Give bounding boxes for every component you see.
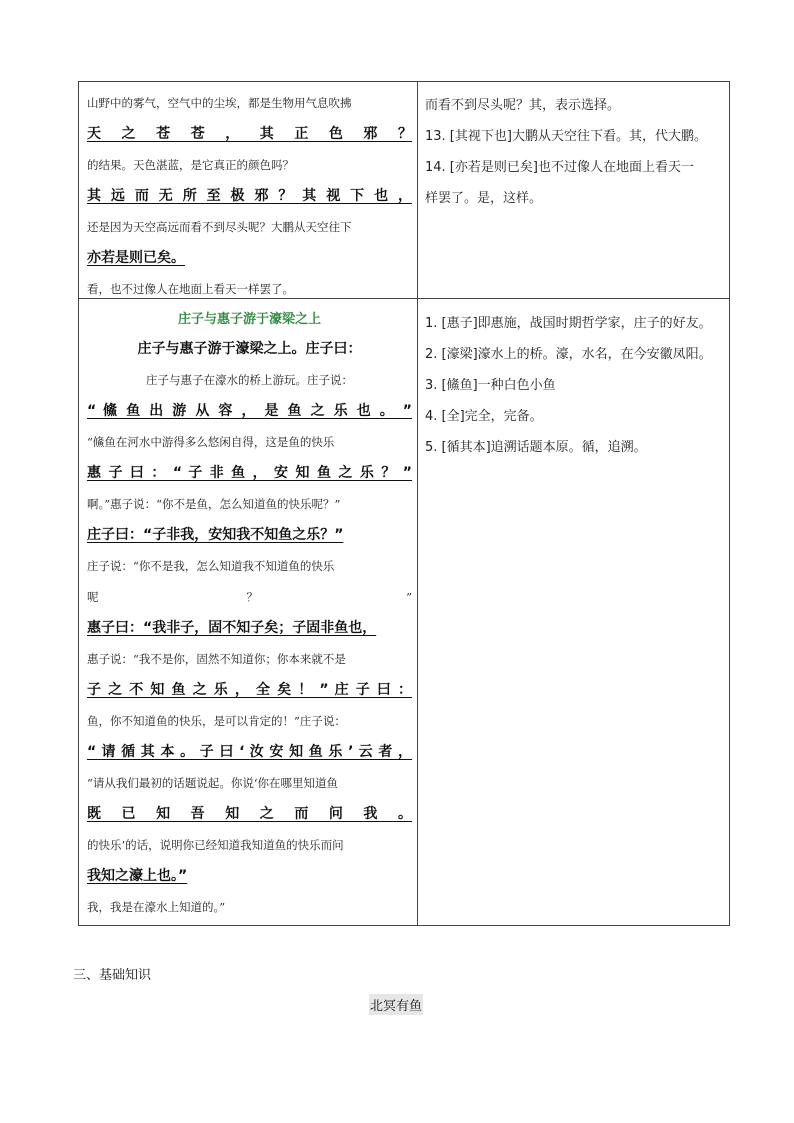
note-line: 样罢了。是，这样。	[425, 191, 543, 206]
translation-line: 我，我是在濠水上知道的。”	[87, 900, 226, 914]
row1-notes-cell	[425, 90, 727, 214]
translation-line: “鯈鱼在河水中游得多么悠闲自得，这是鱼的快乐	[87, 435, 335, 449]
original-line: 既 已 知 吾 知 之 而 问 我 。	[87, 806, 412, 822]
original-line: “ 鯈 鱼 出 游 从 容 ， 是 鱼 之 乐 也 。 ”	[87, 403, 412, 419]
original-line: “ 请 循 其 本 。 子 曰 ‘ 汝 安 知 鱼 乐 ’ 云 者 ，	[87, 744, 412, 760]
translation-line: 还是因为天空高远而看不到尽头呢？大鹏从天空往下	[87, 220, 352, 234]
note-line: 而看不到尽头呢？其，表示选择。	[425, 98, 621, 113]
note-line: 5. [循其本]追溯话题本原。循，追溯。	[425, 440, 647, 455]
row2-text-cell	[87, 306, 412, 923]
original-line: 子 之 不 知 鱼 之 乐 ， 全 矣 ！ ” 庄 子 曰 ：	[87, 682, 412, 698]
original-line: 惠子曰：“我非子，固不知子矣；子固非鱼也，	[87, 620, 377, 636]
passage-title: 庄子与惠子游于濠梁之上	[177, 312, 321, 327]
original-line: 我知之濠上也。”	[87, 868, 188, 884]
translation-line: 惠子说：“我不是你，固然不知道你；你本来就不是	[87, 652, 346, 666]
annotation-table	[78, 81, 730, 926]
row2-notes-cell	[425, 308, 727, 463]
original-line: 亦若是则已矣。	[87, 250, 185, 266]
section-heading: 三、基础知识	[73, 968, 152, 983]
original-line: 天 之 苍 苍 ， 其 正 色 邪 ？	[87, 126, 412, 142]
original-line: 庄子与惠子游于濠梁之上。庄子曰：	[137, 341, 362, 357]
original-line: 惠 子 曰 ： “ 子 非 鱼 ， 安 知 鱼 之 乐 ？ ”	[87, 465, 412, 481]
translation-line: 啊。”惠子说：“你不是鱼，怎么知道鱼的快乐呢？”	[87, 497, 341, 511]
translation-line: 的结果。天色湛蓝，是它真正的颜色吗？	[87, 158, 294, 172]
note-line: 2. [濠梁]濠水上的桥。濠，水名，在今安徽凤阳。	[425, 347, 712, 362]
translation-line: 庄子与惠子在濠水的桥上游玩。庄子说：	[146, 373, 353, 387]
row1-text-cell	[87, 88, 412, 305]
original-line: 庄子曰：“子非我，安知我不知鱼之乐？”	[87, 527, 344, 543]
translation-line: 庄子说：“你不是我，怎么知道我不知道鱼的快乐	[87, 559, 335, 573]
note-line: 13. [其视下也]大鹏从天空往下看。其，代大鹏。	[425, 129, 707, 144]
note-line: 14. [亦若是则已矣]也不过像人在地面上看天一	[425, 160, 694, 175]
translation-line: 山野中的雾气，空气中的尘埃，都是生物用气息吹拂	[87, 96, 352, 110]
translation-line: 呢 ？ ”	[87, 590, 412, 604]
translation-line: 看，也不过像人在地面上看天一样罢了。	[87, 282, 294, 296]
subheading: 北冥有鱼	[369, 994, 423, 1015]
note-line: 3. [鯈鱼]一种白色小鱼	[425, 378, 556, 393]
translation-line: 鱼，你不知道鱼的快乐，是可以肯定的！”庄子说：	[87, 714, 346, 728]
column-divider	[417, 82, 418, 925]
note-line: 4. [全]完全，完备。	[425, 409, 543, 424]
translation-line: 的快乐’的话，说明你已经知道我知道鱼的快乐而问	[87, 838, 344, 852]
translation-line: “请从我们最初的话题说起。你说‘你在哪里知道鱼	[87, 776, 339, 790]
original-line: 其 远 而 无 所 至 极 邪 ？ 其 视 下 也 ，	[87, 188, 412, 204]
note-line: 1. [惠子]即惠施，战国时期哲学家，庄子的好友。	[425, 316, 712, 331]
